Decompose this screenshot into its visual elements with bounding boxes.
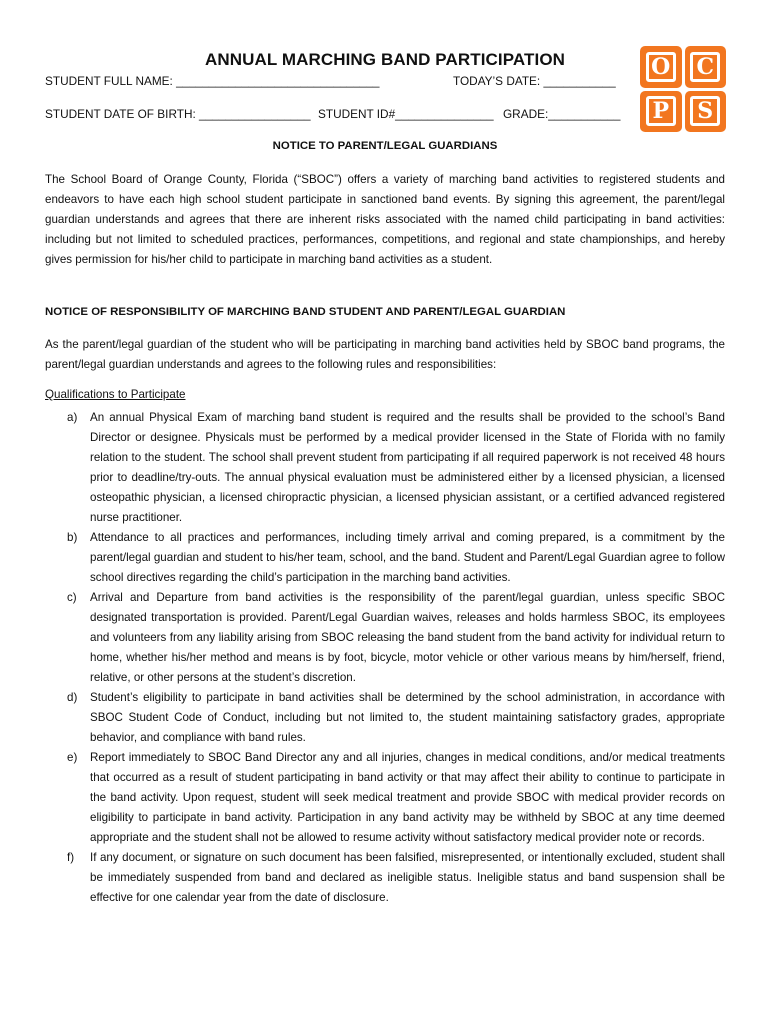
item-text: Report immediately to SBOC Band Director any and all injuries, changes in medical conditions, and/or medical treatments that occurred as a result of student participating in band activity or that may affect their ability to continue to participate in the band activity. Upon request, student will seek medical treatment and provide SBOC with medical provider records on eligibility to participate in band activity. Participation in any band activity may be withheld by SBOC at any time deemed appropriate and the student shall not be allowed to resume activity without satisfactory medical provider note or records. <box>90 751 725 844</box>
qualifications-heading: Qualifications to Participate <box>45 388 186 401</box>
notice-paragraph: The School Board of Orange County, Florida (“SBOC”) offers a variety of marching band activities to registered students and endeavors to have each high school student participate in sanctioned band events. By signing this agreement, the parent/legal guardian understands and agrees that there are inherent risks associated with the named child participating in band activities: including but not limited to scheduled practices, performances, competitions, and regional and state championships, and hereby gives permission for his/her child to participate in marching band activities as a student. <box>45 173 725 266</box>
list-item <box>45 528 725 588</box>
logo-letter: C <box>690 52 720 82</box>
notice-heading: NOTICE TO PARENT/LEGAL GUARDIANS <box>272 140 498 152</box>
item-text: If any document, or signature on such document has been falsified, misrepresented, or intentionally excluded, student shall be immediately suspended from band and declared as ineligible status. Ineligible status and band suspension shall be effective for one calendar year from the date of disclosure. <box>90 851 725 904</box>
page-title: ANNUAL MARCHING BAND PARTICIPATION <box>204 50 566 69</box>
item-text: Attendance to all practices and performances, including timely arrival and coming prepared, is a commitment by the parent/legal guardian and student to his/her team, school, and the band. Student and Parent/Legal Guardian agree to follow school directives regarding the child’s participation in the marching band activities. <box>90 531 725 584</box>
item-letter: a) <box>67 411 78 424</box>
item-text: An annual Physical Exam of marching band student is required and the results shall be provided to the school’s Band Director or designee. Physicals must be performed by a medical provider licensed in the State of Florida with no family relation to the student. The school shall prevent student from participating if all required paperwork is not received 48 hours prior to deadline/try-outs. The annual physical evaluation must be administered either by a licensed physician, a licensed osteopathic physician, a licensed chiropractic physician, a licensed physician assistant, or a certified advanced registered nurse practitioner. <box>90 411 725 524</box>
item-letter: c) <box>67 591 77 604</box>
logo-cell <box>640 91 682 133</box>
item-text: Arrival and Departure from band activities is the responsibility of the parent/legal guardian, unless specific SBOC designated transportation is provided. Parent/Legal Guardian waives, releases and holds harmless SBOC, its employees and volunteers from any liability arising from SBOC releasing the band student from the band activity for individual return to home, whether his/her method and means is by foot, bicycle, motor vehicle or other various means by him/herself, friend, relative, or other persons at the student’s discretion. <box>90 591 725 684</box>
dob-field[interactable]: STUDENT DATE OF BIRTH: _________________ <box>45 107 311 121</box>
responsibility-paragraph: As the parent/legal guardian of the student who will be participating in marching band activities held by SBOC band programs, the parent/legal guardian understands and agrees to the following rules and responsibilities: <box>45 338 725 371</box>
item-text: Student’s eligibility to participate in band activities shall be determined by the school administration, in accordance with SBOC Student Code of Conduct, including but not limited to, the student maintaining satisfactory grades, appropriate behavior, and compliance with band rules. <box>90 691 725 744</box>
qualifications-list <box>45 408 725 908</box>
item-letter: e) <box>67 751 78 764</box>
todays-date-field[interactable]: TODAY’S DATE: ___________ <box>453 74 616 88</box>
logo-letter: O <box>646 52 676 82</box>
logo-letter: P <box>646 96 676 126</box>
grade-field[interactable]: GRADE:___________ <box>503 107 621 121</box>
list-item <box>45 748 725 848</box>
list-item <box>45 688 725 748</box>
list-item <box>45 848 725 908</box>
student-id-field[interactable]: STUDENT ID#_______________ <box>318 107 494 121</box>
list-item <box>45 588 725 688</box>
item-letter: f) <box>67 851 75 864</box>
student-name-field[interactable]: STUDENT FULL NAME: _______________________________ <box>45 74 380 88</box>
logo-cell <box>685 91 727 133</box>
item-letter: d) <box>67 691 78 704</box>
item-letter: b) <box>67 531 78 544</box>
responsibility-heading: NOTICE OF RESPONSIBILITY OF MARCHING BAND STUDENT AND PARENT/LEGAL GUARDIAN <box>45 306 566 318</box>
logo-letter: S <box>690 96 720 126</box>
list-item <box>45 408 725 528</box>
